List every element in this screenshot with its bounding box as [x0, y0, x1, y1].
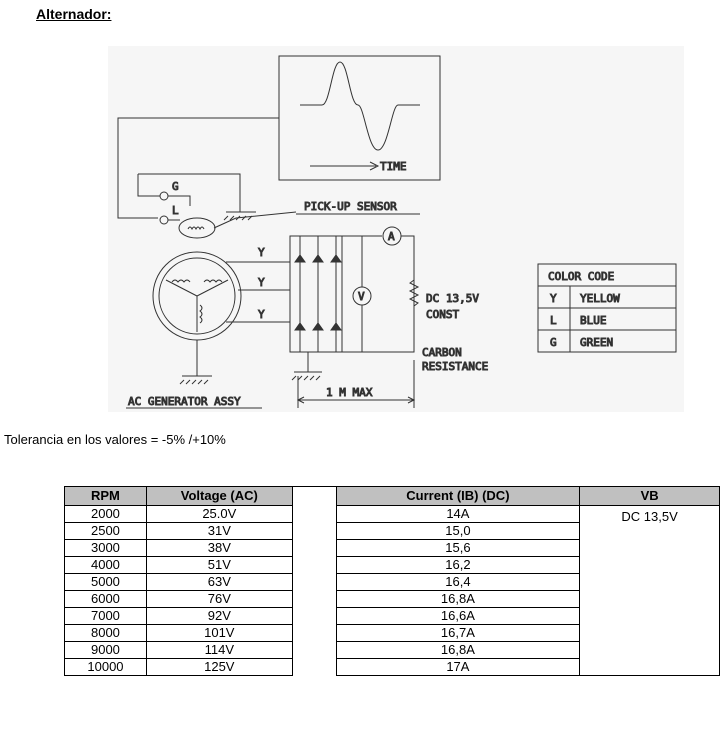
- gap-cell: [292, 591, 336, 608]
- gap-cell: [292, 540, 336, 557]
- header-gap: [292, 487, 336, 506]
- rpm-cell: 2500: [65, 523, 147, 540]
- gap-cell: [292, 574, 336, 591]
- const-label: CONST: [426, 308, 460, 321]
- color-code-l: L: [550, 314, 557, 327]
- header-rpm: RPM: [65, 487, 147, 506]
- wire-y-label-1: Y: [258, 246, 265, 259]
- rpm-cell: 7000: [65, 608, 147, 625]
- voltage-cell: 25.0V: [146, 506, 292, 523]
- voltage-cell: 125V: [146, 659, 292, 676]
- gap-cell: [292, 506, 336, 523]
- alternator-spec-table: [64, 486, 720, 676]
- color-code-y: Y: [550, 292, 557, 305]
- rpm-cell: 5000: [65, 574, 147, 591]
- g-label: G: [172, 180, 179, 193]
- time-label: TIME: [380, 160, 407, 173]
- rpm-cell: 10000: [65, 659, 147, 676]
- color-code-yellow: YELLOW: [580, 292, 620, 305]
- color-code-blue: BLUE: [580, 314, 607, 327]
- current-cell: 15,6: [336, 540, 580, 557]
- rpm-cell: 4000: [65, 557, 147, 574]
- gap-cell: [292, 625, 336, 642]
- gap-cell: [292, 642, 336, 659]
- l-label: L: [172, 204, 179, 217]
- current-cell: 16,4: [336, 574, 580, 591]
- rpm-cell: 9000: [65, 642, 147, 659]
- voltage-cell: 63V: [146, 574, 292, 591]
- header-voltage: Voltage (AC): [146, 487, 292, 506]
- current-cell: 16,8A: [336, 642, 580, 659]
- voltage-cell: 114V: [146, 642, 292, 659]
- ammeter-label: A: [388, 230, 395, 243]
- header-current: Current (IB) (DC): [336, 487, 580, 506]
- color-code-header: COLOR CODE: [548, 270, 615, 283]
- rpm-cell: 3000: [65, 540, 147, 557]
- voltmeter-label: V: [358, 290, 365, 303]
- dc-label: DC 13,5V: [426, 292, 479, 305]
- voltage-cell: 92V: [146, 608, 292, 625]
- gap-cell: [292, 557, 336, 574]
- voltage-cell: 76V: [146, 591, 292, 608]
- current-cell: 16,2: [336, 557, 580, 574]
- current-cell: 16,6A: [336, 608, 580, 625]
- rpm-cell: 6000: [65, 591, 147, 608]
- voltage-cell: 31V: [146, 523, 292, 540]
- gap-cell: [292, 608, 336, 625]
- page-title: Alternador:: [36, 6, 112, 22]
- vb-cell: DC 13,5V: [580, 506, 720, 676]
- table-header-row: [65, 487, 720, 506]
- header-vb: VB: [580, 487, 720, 506]
- current-cell: 16,8A: [336, 591, 580, 608]
- gap-cell: [292, 523, 336, 540]
- current-cell: 15,0: [336, 523, 580, 540]
- max-length-label: 1 M MAX: [326, 386, 373, 399]
- voltage-cell: 101V: [146, 625, 292, 642]
- rpm-cell: 8000: [65, 625, 147, 642]
- generator-label: AC GENERATOR ASSY: [128, 395, 241, 408]
- gap-cell: [292, 659, 336, 676]
- carbon-label: CARBON: [422, 346, 462, 359]
- current-cell: 17A: [336, 659, 580, 676]
- wire-y-label-2: Y: [258, 276, 265, 289]
- voltage-cell: 38V: [146, 540, 292, 557]
- table-row: [65, 506, 720, 523]
- current-cell: 14A: [336, 506, 580, 523]
- resistance-label: RESISTANCE: [422, 360, 489, 373]
- color-code-green: GREEN: [580, 336, 614, 349]
- voltage-cell: 51V: [146, 557, 292, 574]
- pickup-sensor-label: PICK-UP SENSOR: [304, 200, 397, 213]
- color-code-g: G: [550, 336, 557, 349]
- wire-y-label-3: Y: [258, 308, 265, 321]
- rpm-cell: 2000: [65, 506, 147, 523]
- current-cell: 16,7A: [336, 625, 580, 642]
- tolerance-note: Tolerancia en los valores = -5% /+10%: [4, 432, 226, 447]
